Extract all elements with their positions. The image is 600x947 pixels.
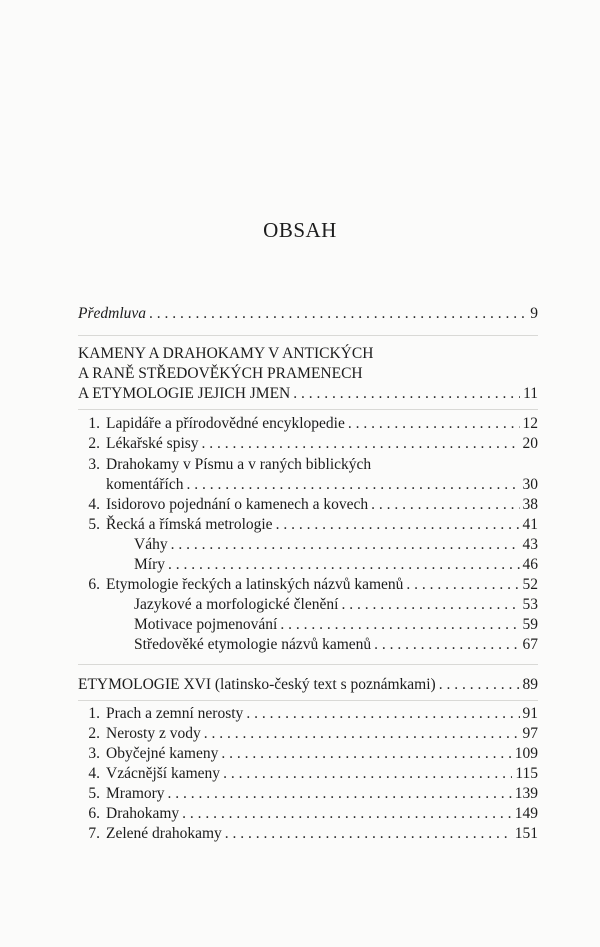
toc-entry-number: 3. <box>88 745 100 762</box>
separator-line <box>78 409 538 410</box>
toc-entry-label: Mramory <box>106 785 165 802</box>
dot-leader <box>276 515 520 535</box>
toc-entry-label: Drahokamy <box>106 805 180 822</box>
dot-leader <box>293 384 520 404</box>
toc-entry-page: 59 <box>522 616 538 633</box>
toc-entry <box>78 575 538 595</box>
toc-entry-page: 67 <box>522 636 538 653</box>
toc-entry-page: 12 <box>522 415 538 432</box>
dot-leader <box>221 744 511 764</box>
page-title: OBSAH <box>263 218 337 242</box>
dot-leader <box>186 475 519 495</box>
toc-entry-page: 97 <box>522 725 538 742</box>
dot-leader <box>225 824 512 844</box>
toc-entry-number: 7. <box>88 825 100 842</box>
toc-entry-label: Obyčejné kameny <box>106 745 219 762</box>
toc-entry-label: Isidorovo pojednání o kamenech a kovech <box>106 496 369 513</box>
toc-entry-number: 4. <box>88 496 100 513</box>
dot-leader <box>246 704 519 724</box>
toc-entry-page: 151 <box>514 825 538 842</box>
toc-entry-number: 5. <box>88 516 100 533</box>
dot-leader <box>439 675 520 695</box>
toc-entry <box>78 784 538 804</box>
toc-entry-label: Míry <box>134 556 165 573</box>
part1-heading-line-3 <box>78 384 538 404</box>
toc-entry-page: 43 <box>522 536 538 553</box>
toc-entry-page: 30 <box>522 476 538 493</box>
toc-entry-line-1 <box>78 455 538 475</box>
toc-entry-number: 6. <box>88 576 100 593</box>
toc-entry-label: Motivace pojmenování <box>134 616 278 633</box>
toc-entry-page: 46 <box>522 556 538 573</box>
toc-subentry <box>134 595 538 615</box>
toc-entry <box>78 804 538 824</box>
part2-heading <box>78 675 538 695</box>
toc-entry-label: Předmluva <box>78 305 147 322</box>
part1-heading-line-2: A RANĚ STŘEDOVĚKÝCH PRAMENECH <box>78 365 363 382</box>
toc-entry-number: 4. <box>88 765 100 782</box>
toc-entry-label: A ETYMOLOGIE JEJICH JMEN <box>78 385 291 402</box>
toc-entry <box>78 434 538 454</box>
dot-leader <box>168 784 512 804</box>
dot-leader <box>406 575 519 595</box>
toc-entry-page: 53 <box>522 596 538 613</box>
toc-entry-label: Zelené drahokamy <box>106 825 222 842</box>
dot-leader <box>149 304 527 324</box>
separator-line <box>78 664 538 665</box>
toc-entry-page: 149 <box>514 805 538 822</box>
toc-entry <box>78 704 538 724</box>
toc-subentry <box>134 635 538 655</box>
toc-entry-page: 115 <box>515 765 538 782</box>
dot-leader <box>182 804 512 824</box>
toc-entry-number: 6. <box>88 805 100 822</box>
dot-leader <box>348 414 520 434</box>
toc-entry-number: 2. <box>88 725 100 742</box>
part1-heading-line-1: KAMENY A DRAHOKAMY V ANTICKÝCH <box>78 345 374 362</box>
toc-entry-label: Nerosty z vody <box>106 725 201 742</box>
toc-entry <box>78 744 538 764</box>
toc-subentry <box>134 535 538 555</box>
toc-entry <box>78 764 538 784</box>
toc-entry-label: Řecká a římská metrologie <box>106 516 273 533</box>
separator-line <box>78 700 538 701</box>
toc-entry-number: 2. <box>88 435 100 452</box>
toc-entry-page: 9 <box>530 305 538 322</box>
toc-entry-label: ETYMOLOGIE XVI (latinsko-český text s poznámkami) <box>78 676 436 693</box>
toc-entry <box>78 414 538 434</box>
toc-entry-page: 109 <box>514 745 538 762</box>
dot-leader <box>280 615 519 635</box>
toc-subentry <box>134 615 538 635</box>
toc-subentry <box>134 555 538 575</box>
dot-leader <box>171 535 520 555</box>
toc-entry-label: Lékařské spisy <box>106 435 199 452</box>
dot-leader <box>204 724 520 744</box>
toc-entry-number: 5. <box>88 785 100 802</box>
toc-entry-label: Vzácnější kameny <box>106 765 221 782</box>
toc-entry <box>78 495 538 515</box>
toc-entry-number: 3. <box>88 456 100 473</box>
toc-entry-line-2 <box>106 475 538 495</box>
toc-entry <box>78 824 538 844</box>
toc-entry-preface <box>78 304 538 324</box>
dot-leader <box>341 595 519 615</box>
toc-entry-number: 1. <box>88 705 100 722</box>
toc-entry-number: 1. <box>88 415 100 432</box>
toc-entry-page: 139 <box>514 785 538 802</box>
toc-entry-label: Prach a zemní nerosty <box>106 705 244 722</box>
separator-line <box>78 335 538 336</box>
toc-entry-label: Jazykové a morfologické členění <box>134 596 339 613</box>
toc-entry-page: 38 <box>522 496 538 513</box>
toc-entry <box>78 515 538 535</box>
toc-entry-label: Etymologie řeckých a latinských názvů kamenů <box>106 576 404 593</box>
toc-entry <box>78 724 538 744</box>
toc-entry-label: Drahokamy v Písmu a v raných biblických <box>106 456 372 473</box>
toc-entry-page: 91 <box>522 705 538 722</box>
toc-entry-page: 20 <box>522 435 538 452</box>
toc-entry-label: Váhy <box>134 536 168 553</box>
dot-leader <box>223 764 512 784</box>
toc-entry-page: 89 <box>522 676 538 693</box>
toc-entry-label-continued: komentářích <box>106 476 184 493</box>
dot-leader <box>371 495 519 515</box>
toc-entry-label: Lapidáře a přírodovědné encyklopedie <box>106 415 345 432</box>
toc-entry-page: 41 <box>522 516 538 533</box>
dot-leader <box>202 434 520 454</box>
dot-leader <box>168 555 520 575</box>
toc-entry-label: Středověké etymologie názvů kamenů <box>134 636 372 653</box>
dot-leader <box>374 635 519 655</box>
toc-entry-page: 11 <box>523 385 538 402</box>
toc-entry-page: 52 <box>522 576 538 593</box>
